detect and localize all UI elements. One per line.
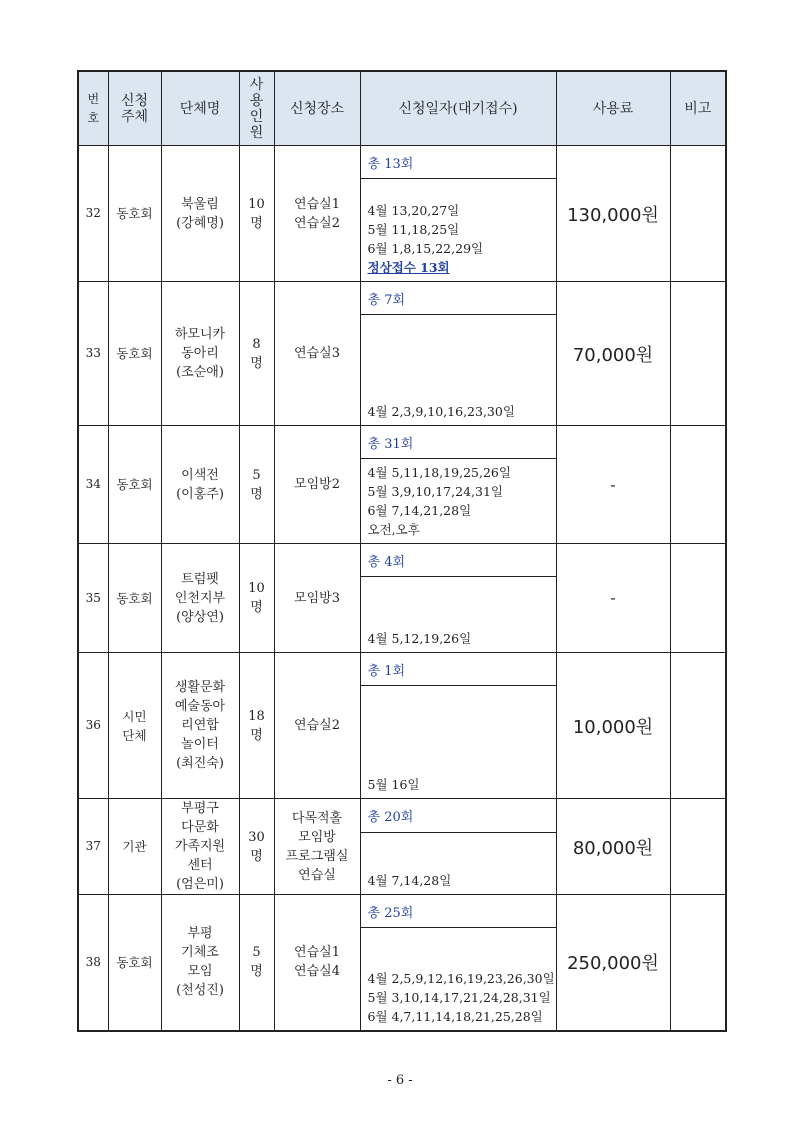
- place: 모임방2: [274, 426, 360, 544]
- headcount: 5 명: [239, 895, 274, 1031]
- row-number: 38: [78, 895, 108, 1031]
- headcount: 10 명: [239, 146, 274, 282]
- total-sessions: 총 20회: [360, 799, 556, 833]
- col-header-org-name: 단체명: [161, 71, 239, 146]
- total-sessions: 총 13회: [360, 146, 556, 179]
- row-number: 32: [78, 146, 108, 282]
- applicant-type: 동호회: [108, 426, 161, 544]
- dates-cell: [360, 577, 556, 653]
- date-line: 6월 4,7,11,14,18,21,25,28일: [367, 1008, 543, 1024]
- total-sessions: 총 31회: [360, 426, 556, 459]
- col-header-headcount: 사 용 인 원: [239, 71, 274, 146]
- total-sessions: 총 7회: [360, 282, 556, 315]
- total-sessions: 총 1회: [360, 653, 556, 686]
- headcount: 18 명: [239, 653, 274, 799]
- table-row: [78, 544, 726, 577]
- remark: [670, 544, 726, 653]
- date-line: 4월 5,11,18,19,25,26일: [367, 465, 511, 480]
- table-row: [78, 799, 726, 833]
- place: 연습실3: [274, 282, 360, 426]
- date-line: 6월 7,14,21,28일: [367, 503, 472, 518]
- remark: [670, 653, 726, 799]
- dates-cell: [360, 179, 556, 282]
- table-row: [78, 653, 726, 686]
- remark: [670, 146, 726, 282]
- applicant-type: 동호회: [108, 544, 161, 653]
- date-line: 5월 16일: [367, 777, 420, 792]
- place: 연습실1 연습실4: [274, 895, 360, 1031]
- place: 다목적홀 모임방 프로그램실 연습실: [274, 799, 360, 895]
- date-line: 4월 2,5,9,12,16,19,23,26,30일: [367, 970, 555, 986]
- date-line: 4월 7,14,28일: [367, 873, 452, 888]
- place: 모임방3: [274, 544, 360, 653]
- col-header-dates: 신청일자(대기접수): [360, 71, 556, 146]
- headcount: 30 명: [239, 799, 274, 895]
- org-name: 생활문화 예술동아 리연합 놀이터 (최진숙): [161, 653, 239, 799]
- remark: [670, 895, 726, 1031]
- table-row: [78, 426, 726, 459]
- dates-cell: [360, 928, 556, 1031]
- total-sessions: 총 4회: [360, 544, 556, 577]
- org-name: 이색전 (이홍주): [161, 426, 239, 544]
- col-header-no: 번 호: [78, 71, 108, 146]
- applicant-type: 기관: [108, 799, 161, 895]
- row-number: 37: [78, 799, 108, 895]
- applicant-type: 시민 단체: [108, 653, 161, 799]
- fee: 250,000원: [556, 895, 670, 1031]
- col-header-applicant-type: 신청 주체: [108, 71, 161, 146]
- applicant-type: 동호회: [108, 282, 161, 426]
- org-name: 하모니카 동아리 (조순애): [161, 282, 239, 426]
- date-line: 오전,오후: [367, 522, 420, 537]
- headcount: 5 명: [239, 426, 274, 544]
- applicant-type: 동호회: [108, 146, 161, 282]
- remark: [670, 799, 726, 895]
- dates-cell: [360, 686, 556, 799]
- col-header-fee: 사용료: [556, 71, 670, 146]
- date-line: 4월 2,3,9,10,16,23,30일: [367, 404, 515, 419]
- fee: 130,000원: [556, 146, 670, 282]
- remark: [670, 426, 726, 544]
- status-note: 정상접수 13회: [367, 260, 450, 275]
- table-row: [78, 895, 726, 928]
- headcount: 8 명: [239, 282, 274, 426]
- page-number: - 6 -: [387, 1073, 413, 1088]
- total-sessions: 총 25회: [360, 895, 556, 928]
- header-row: [78, 71, 726, 146]
- org-name: 북울림 (강혜명): [161, 146, 239, 282]
- date-line: 5월 11,18,25일: [367, 222, 460, 237]
- org-name: 트럼펫 인천지부 (양상연): [161, 544, 239, 653]
- fee: -: [556, 544, 670, 653]
- dates-cell: [360, 315, 556, 426]
- col-header-place: 신청장소: [274, 71, 360, 146]
- place: 연습실2: [274, 653, 360, 799]
- table-row: [78, 146, 726, 179]
- date-line: 5월 3,10,14,17,21,24,28,31일: [367, 989, 551, 1005]
- fee: 70,000원: [556, 282, 670, 426]
- applicant-type: 동호회: [108, 895, 161, 1031]
- date-line: 6월 1,8,15,22,29일: [367, 241, 484, 256]
- place: 연습실1 연습실2: [274, 146, 360, 282]
- date-line: 5월 3,9,10,17,24,31일: [367, 484, 503, 499]
- fee: 10,000원: [556, 653, 670, 799]
- row-number: 33: [78, 282, 108, 426]
- headcount: 10 명: [239, 544, 274, 653]
- date-line: 4월 13,20,27일: [367, 203, 460, 218]
- row-number: 35: [78, 544, 108, 653]
- date-line: 4월 5,12,19,26일: [367, 631, 472, 646]
- fee: 80,000원: [556, 799, 670, 895]
- dates-cell: [360, 459, 556, 544]
- org-name: 부평구 다문화 가족지원 센터 (엄은미): [161, 799, 239, 895]
- dates-cell: [360, 832, 556, 894]
- fee: -: [556, 426, 670, 544]
- remark: [670, 282, 726, 426]
- col-header-remarks: 비고: [670, 71, 726, 146]
- row-number: 36: [78, 653, 108, 799]
- table-row: [78, 282, 726, 315]
- schedule-table: [77, 70, 727, 1032]
- row-number: 34: [78, 426, 108, 544]
- org-name: 부평 기체조 모임 (천성진): [161, 895, 239, 1031]
